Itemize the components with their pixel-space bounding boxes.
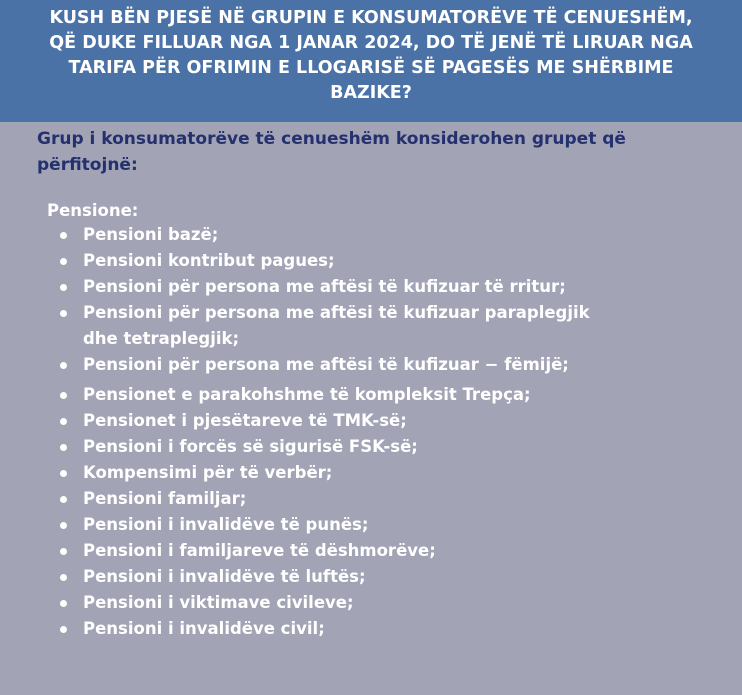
title-line-1: KUSH BËN PJESË NË GRUPIN E KONSUMATORËVE TË CENUESHËM, [49, 8, 693, 28]
title-line-3: TARIFA PËR OFRIMIN E LLOGARISË SË PAGESËS ME SHËRBIME [68, 58, 674, 78]
title-banner [0, 0, 742, 122]
list-item: Pensioni i viktimave civileve; [60, 590, 700, 616]
list-item: Pensioni për persona me aftësi të kufizuar − fëmijë; [60, 352, 700, 378]
list-item: Pensioni i invalidëve të punës; [60, 512, 700, 538]
intro-text [37, 126, 626, 178]
list-item: Pensioni për persona me aftësi të kufizuar të rritur; [60, 274, 700, 300]
intro-line-1: Grup i konsumatorëve të cenueshëm konsiderohen grupet që [37, 129, 626, 149]
list-item: Pensioni kontribut pagues; [60, 248, 700, 274]
list-item: Pensioni i invalidëve të luftës; [60, 564, 700, 590]
list-item-line: Pensioni për persona me aftësi të kufizuar paraplegjik [83, 303, 590, 322]
list-item: Pensioni familjar; [60, 486, 700, 512]
title-line-4: BAZIKE? [330, 83, 412, 103]
list-item: Kompensimi për të verbër; [60, 460, 700, 486]
list-item: Pensioni bazë; [60, 222, 700, 248]
list-item: Pensionet e parakohshme të kompleksit Trepça; [60, 382, 700, 408]
list-item: Pensioni i invalidëve civil; [60, 616, 700, 642]
list-item: Pensioni i familjareve të dëshmorëve; [60, 538, 700, 564]
list-item: Pensioni i forcës së sigurisë FSK-së; [60, 434, 700, 460]
section-title: Pensione: [47, 201, 139, 220]
pension-list [60, 222, 700, 642]
list-item-line: dhe tetraplegjik; [83, 329, 240, 348]
intro-line-2: përfitojnë: [37, 155, 138, 175]
list-item: Pensionet i pjesëtareve të TMK-së; [60, 408, 700, 434]
list-item [60, 300, 700, 352]
title-line-2: QË DUKE FILLUAR NGA 1 JANAR 2024, DO TË JENË TË LIRUAR NGA [49, 33, 693, 53]
